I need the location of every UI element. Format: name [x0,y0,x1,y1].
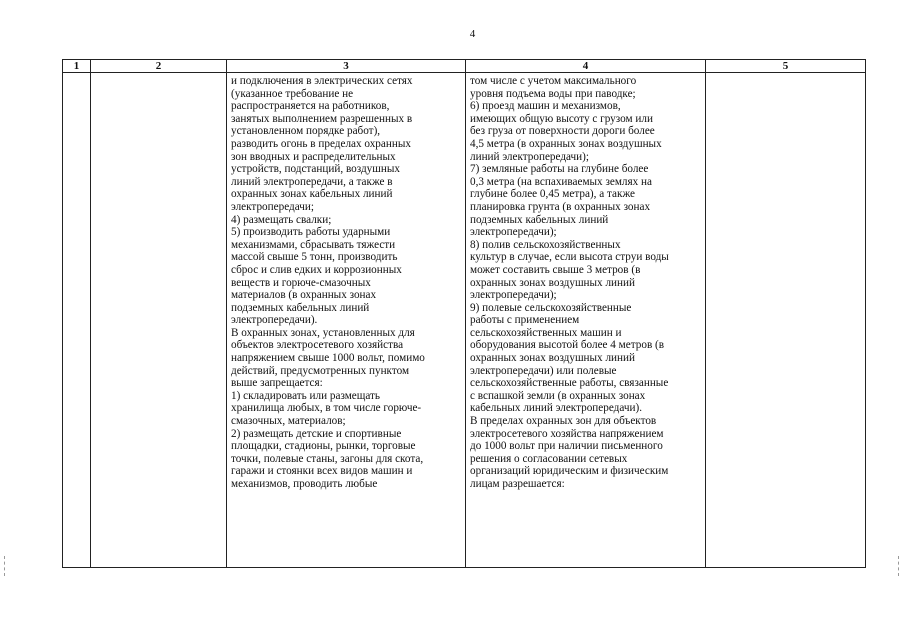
text-line: объектов электросетевого хозяйства [231,339,404,352]
column-header-2: 2 [91,60,227,73]
scan-edge-mark-right [898,556,902,576]
text-line: установленном порядке работ), [231,125,381,138]
text-line: линий электропередачи); [470,150,589,163]
text-line: напряжением свыше 1000 вольт, помимо [231,352,425,365]
text-line: и подключения в электрических сетях [231,75,413,87]
text-line: точки, полевые станы, загоны для скота, [231,452,424,465]
scan-edge-mark-left [4,556,8,576]
text-line: массой свыше 5 тонн, производить [231,251,398,264]
text-line: электропередачи) или полевые [470,364,617,377]
text-line: (указанное требование не [231,87,354,100]
text-line: площадки, стадионы, рынки, торговые [231,440,416,453]
text-line: устройств, подстанций, воздушных [231,163,400,176]
column-header-5: 5 [706,60,866,73]
text-line: 4,5 метра (в охранных зонах воздушных [470,137,662,150]
text-line: 4) размещать свалки; [231,213,332,226]
text-line: 6) проезд машин и механизмов, [470,100,621,113]
text-line: 9) полевые сельскохозяйственные [470,301,632,314]
text-line: 5) производить работы ударными [231,226,391,239]
table-row [63,73,866,568]
column-header-4: 4 [466,60,706,73]
cell-col-3-prohibited-actions [227,73,466,568]
text-line: сельскохозяйственные работы, связанные [470,377,669,390]
text-line: подземных кабельных линий [470,213,609,226]
text-line: электропередачи); [470,226,557,239]
text-line: гаражи и стоянки всех видов машин и [231,465,413,478]
text-line: электропередачи; [231,200,314,213]
cell-col-2 [91,73,227,568]
text-line: смазочных, материалов; [231,415,346,428]
text-line: подземных кабельных линий [231,301,370,314]
text-line: с вспашкой земли (в охранных зонах [470,389,646,402]
text-line: электропередачи). [231,314,318,327]
text-line: электросетевого хозяйства напряжением [470,427,664,440]
text-line: хранилища любых, в том числе горюче- [231,402,422,415]
text-line: сброс и слив едких и коррозионных [231,263,402,276]
text-line: линий электропередачи, а также в [231,175,393,188]
text-line: материалов (в охранных зонах [231,289,377,302]
text-line: том числе с учетом максимального [470,75,637,87]
text-line: сельскохозяйственных машин и [470,326,622,339]
text-line: кабельных линий электропередачи). [470,402,643,415]
text-line: охранных зонах кабельных линий [231,188,393,201]
text-line: 7) земляные работы на глубине более [470,163,649,176]
cell-col-1 [63,73,91,568]
text-line: механизмов, проводить любые [231,478,378,490]
text-line: 0,3 метра (на вспахиваемых землях на [470,175,652,188]
text-line: разводить огонь в пределах охранных [231,137,411,150]
cell-col-4-prohibited-actions [466,73,706,568]
text-line: решения о согласовании сетевых [470,452,628,465]
text-line: работы с применением [470,314,580,327]
text-line: охранных зонах воздушных линий [470,276,635,289]
cell-col-5 [706,73,866,568]
column-header-3: 3 [227,60,466,73]
text-line: веществ и горюче-смазочных [231,276,371,289]
text-line: без груза от поверхности дороги более [470,125,655,138]
text-line: планировка грунта (в охранных зонах [470,200,651,213]
text-line: оборудования высотой более 4 метров (в [470,339,665,352]
text-line: глубине более 0,45 метра), а также [470,188,635,201]
text-line: охранных зонах воздушных линий [470,352,635,365]
page-number: 4 [469,28,476,40]
text-line: культур в случае, если высота струи воды [470,251,669,264]
text-line: механизмами, сбрасывать тяжести [231,238,396,251]
text-line: 1) складировать или размещать [231,389,381,402]
text-line: до 1000 вольт при наличии письменного [470,440,663,453]
text-line: уровня подъема воды при паводке; [470,87,636,100]
text-line: 8) полив сельскохозяйственных [470,238,621,251]
text-line: имеющих общую высоту с грузом или [470,112,653,125]
text-line: организаций юридическим и физическим [470,465,669,478]
text-line: занятых выполнением разрешенных в [231,112,413,125]
text-line: действий, предусмотренных пунктом [231,364,410,377]
column-header-1: 1 [63,60,91,73]
text-line: 2) размещать детские и спортивные [231,427,402,440]
text-line: В охранных зонах, установленных для [231,326,415,339]
table-header-row [63,60,866,73]
text-line: зон вводных и распределительных [231,150,396,163]
text-line: В пределах охранных зон для объектов [470,415,657,428]
text-line: лицам разрешается: [470,478,565,490]
text-line: может составить свыше 3 метров (в [470,263,641,276]
text-line: выше запрещается: [231,377,323,390]
text-line: распространяется на работников, [231,100,390,113]
regulation-table [62,59,866,568]
text-line: электропередачи); [470,289,557,302]
